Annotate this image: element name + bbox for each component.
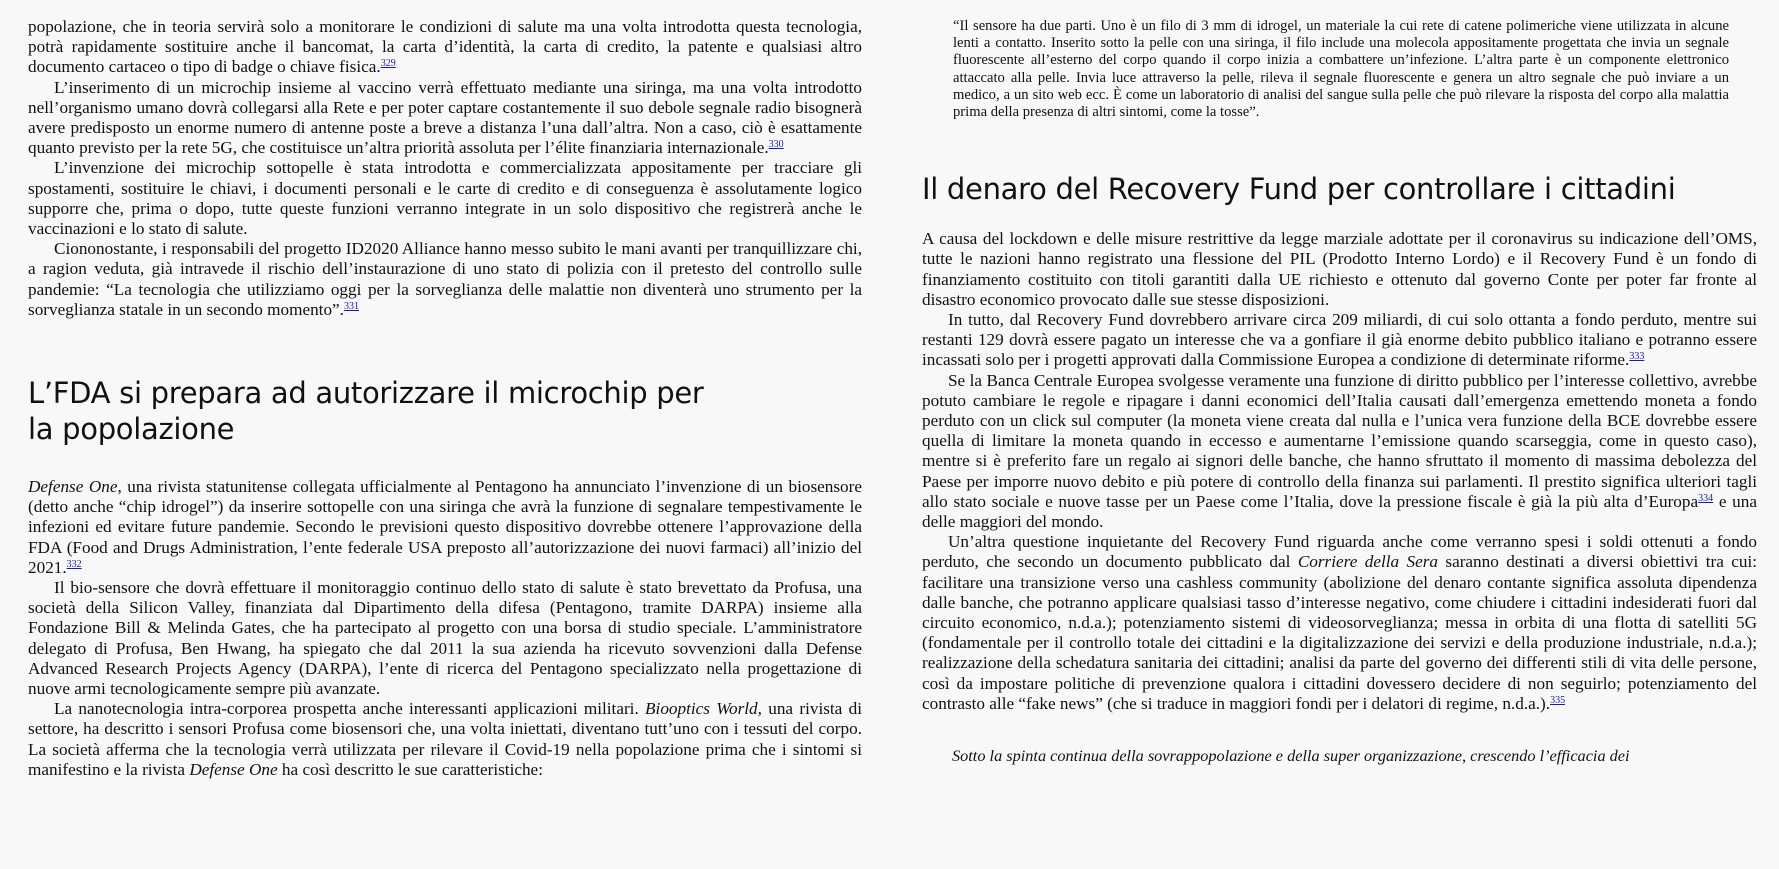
footnote-ref[interactable]: [1629, 351, 1644, 362]
paragraph: A causa del lockdown e delle misure restrittive da legge marziale adottate per il coronavirus su indicazione dell’OMS, tutte le nazioni hanno registrato una flessione del PIL (Prodotto Interno Lordo) e il Recovery Fund è un fondo di finanziamento costituito con titoli garantiti dalla UE richiesto e ottenuto dal governo Conte per poter far fronte al disastro economico provocato dalle sue stesse disposizioni.: [922, 229, 1757, 309]
footnote-link[interactable]: 331: [343, 300, 359, 312]
section-heading: L’FDA si prepara ad autorizzare il microchip per la popolazione: [28, 376, 704, 447]
footnote-ref[interactable]: [381, 58, 396, 69]
paragraph: Se la Banca Centrale Europea svolgesse veramente una funzione di diritto pubblico per l’interesse collettivo, avrebbe potuto cambiare le regole e ripagare i danni economici dell’Italia causati dall’emergenza emettendo moneta a fondo perduto con un click sul computer (la moneta viene creata dal nulla e l’unica vera funzione della BCE dovrebbe essere quella di limitare la moneta quando in eccesso e aumentarne l’emissione quando scarseggia, come in questo caso), mentre si è preferito fare un regalo ai signori delle banche, che hanno sfruttato il momento di massima debolezza del Paese per imporre nuovo debito e più potere di controllo della finanza sui parlamenti. Il prestito significa ulteriori tagli allo stato sociale e nuove tasse per un Paese come l’Italia, dove la pressione fiscale è già la più alta d’Europa$^{334}$ e una delle maggiori del mondo.: [922, 370, 1757, 532]
paragraph: Il bio-sensore che dovrà effettuare il monitoraggio continuo dello stato di salute è stato brevettato da Profusa, una società della Silicon Valley, finanziata dal Dipartimento della difesa (Pentagono, tramite DARPA) insieme alla Fondazione Bill & Melinda Gates, che ha partecipato al progetto con una borsa di studio speciale. L’amministratore delegato di Profusa, Ben Hwang, ha spiegato che dal 2011 la sua azienda ha ricevuto sovvenzioni dalla Defense Advanced Research Projects Agency (DARPA), l’ente di ricerca del Pentagono specializzato nella progettazione di nuove armi tecnologicamente sempre più avanzate.: [28, 578, 862, 699]
paragraph: popolazione, che in teoria servirà solo a monitorare le condizioni di salute ma una volta introdotta questa tecnologia, potrà rapidamente sostituire anche il bancomat, la carta d’identità, la carta di credito, la patente e qualsiasi altro documento cartaceo o tipo di badge o chiave fisica.$^{329}$: [28, 17, 862, 77]
section-heading: Il denaro del Recovery Fund per controllare i cittadini: [922, 172, 1676, 207]
paragraph: In tutto, dal Recovery Fund dovrebbero arrivare circa 209 miliardi, di cui solo ottanta a fondo perduto, mentre sui restanti 129 dovrà essere pagato un interesse che va a gonfiare il già enorme debito pubblico italiano e potranno essere incassati solo per i progetti approvati dalla Commissione Europea a condizione di determinate riforme.$^{333}$: [922, 310, 1757, 370]
right-page: [922, 0, 1757, 766]
footnote-ref[interactable]: [67, 559, 82, 570]
footnote-ref[interactable]: [1698, 493, 1713, 504]
footnote-ref[interactable]: [344, 301, 359, 312]
footnote-link[interactable]: 330: [768, 139, 784, 151]
footnote-link[interactable]: 335: [1550, 694, 1566, 706]
paragraph: L’invenzione dei microchip sottopelle è stata introdotta e commercializzata appositamente per tracciare gli spostamenti, sostituire le chiavi, i documenti personali e le carte di credito e di conseguenza è assolutamente logico supporre che, prima o dopo, tutte queste funzioni verranno integrate in un solo dispositivo che registrerà anche le vaccinazioni e lo stato di salute.: [28, 158, 862, 239]
paragraph: Ciononostante, i responsabili del progetto ID2020 Alliance hanno messo subito le mani avanti per tranquillizzare chi, a ragion veduta, già intravede il rischio dell’instaurazione di uno stato di polizia con il pretesto del controllo sulle pandemie: “La tecnologia che utilizziamo oggi per la sorveglianza delle malattie non diventerà uno strumento per la sorveglianza statale in un secondo momento”.$^{331}$: [28, 239, 862, 319]
paragraph: La nanotecnologia intra-corporea prospetta anche interessanti applicazioni militari. Biooptics World, una rivista di settore, ha descritto i sensori Profusa come biosensori che, una volta iniettati, diventano tutt’uno con i tessuti del corpo. La società afferma che la tecnologia verrà utilizzata per rilevare il Covid-19 nella popolazione prima che i sintomi si manifestino e la rivista Defense One ha così descritto le sue caratteristiche:: [28, 699, 862, 779]
footnote-link[interactable]: 333: [1629, 351, 1645, 363]
paragraph: Un’altra questione inquietante del Recovery Fund riguarda anche come verranno spesi i soldi ottenuti a fondo perduto, che secondo un documento pubblicato dal Corriere della Sera saranno destinati a diversi obiettivi tra cui: facilitare una transizione verso una cashless community (abolizione del denaro contante significa assoluta dipendenza dalle banche, che potranno applicare qualsiasi tasso d’interesse negativo, come chiudere i cittadini indesiderati fuori dal circuito economico, n.d.a.); potenziamento sistemi di videosorveglianza; messa in orbita di una flotta di satelliti 5G (fondamentale per il controllo totale dei cittadini e la digitalizzazione dei servizi e della produzione industriale, n.d.a.); realizzazione della schedatura sanitaria dei cittadini; analisi da parte del governo dei differenti stili di vita delle persone, così da impostare politiche di prevenzione qualora i cittadini dovessero decidere di non seguirlo; potenziamento del contrasto alle “fake news” (che si traduce in maggiori fondi per i delatori di regime, n.d.a.).$^{335}$: [922, 532, 1757, 713]
block-quote: [953, 0, 1729, 121]
paragraph: Defense One, una rivista statunitense collegata ufficialmente al Pentagono ha annunciato l’invenzione di un biosensore (detto anche “chip idrogel”) da inserire sottopelle con una siringa che avrà la funzione di segnalare tempestivamente le infezioni ed evitare future pandemie. Secondo le previsioni questo dispositivo dovrebbe ottenere l’approvazione della FDA (Food and Drugs Administration, l’ente federale USA preposto all’autorizzazione dei nuovi farmaci) all’inizio del 2021.$^{332}$: [28, 477, 862, 577]
paragraph: L’inserimento di un microchip insieme al vaccino verrà effettuato mediante una siringa, ma una volta introdotto nell’organismo umano dovrà collegarsi alla Rete e per poter captare costantemente il suo debole segnale radio bisognerà avere predisposto un enorme numero di antenne poste a breve a distanza l’una dall’altra. Non a caso, ciò è esattamente quanto previsto per la rete 5G, che costituisce un’altra priorità assoluta per l’élite finanziaria internazionale.$^{330}$: [28, 77, 862, 158]
quote-text: “Il sensore ha due parti. Uno è un filo di 3 mm di idrogel, un materiale la cui rete di catene polimeriche viene utilizzata in alcune lenti a contatto. Inserito sotto la pelle con una siringa, il filo include una molecola appositamente progettata che invia un segnale fluorescente all’esterno del corpo quando il corpo inizia a combattere un’infezione. L’altra parte è un componente elettronico attaccato alla pelle. Invia luce attraverso la pelle, rileva il segnale fluorescente e genera un altro segnale che può inviare a un medico, a un sito web ecc. È come un laboratorio di analisi del sangue sulla pelle che può rilevare la risposta del corpo alla malattia prima della presenza di altri sintomi, come la tosse”.: [953, 18, 1729, 121]
footnote-ref[interactable]: [1550, 695, 1565, 706]
footnote-link[interactable]: 329: [380, 58, 396, 70]
footnote-link[interactable]: 332: [66, 558, 82, 570]
footnote-ref[interactable]: [769, 139, 784, 150]
footnote-link[interactable]: 334: [1698, 492, 1714, 504]
left-page: [28, 0, 862, 780]
epigraph: Sotto la spinta continua della sovrappopolazione e della super organizzazione, crescendo l’efficacia dei: [952, 746, 1630, 766]
